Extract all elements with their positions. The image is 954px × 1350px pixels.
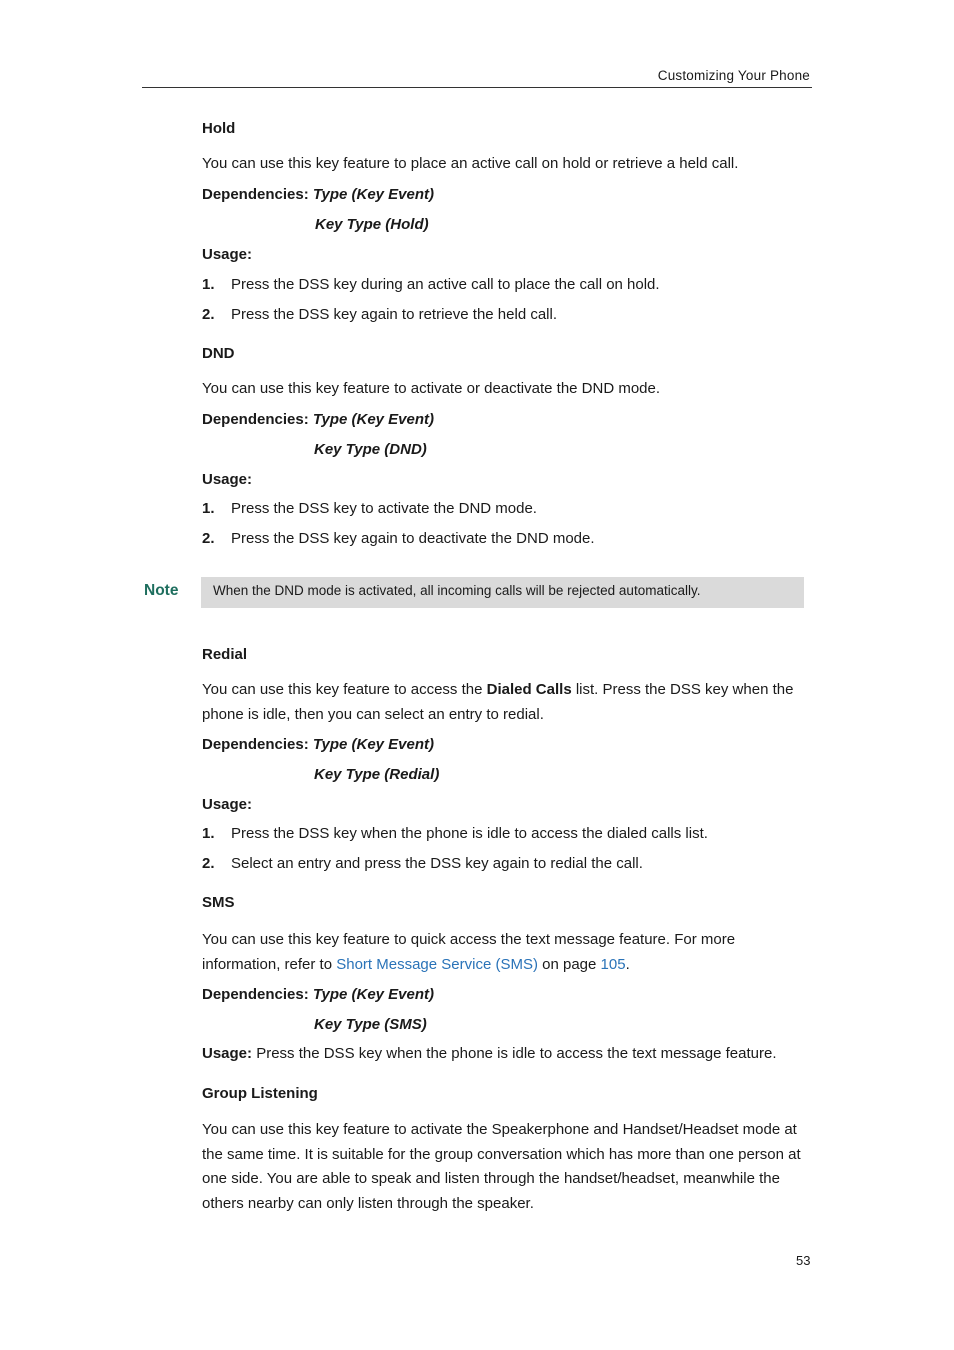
dependencies-label: Dependencies: (202, 736, 309, 753)
sms-usage (202, 1045, 776, 1062)
step-text: Press the DSS key when the phone is idle to access the dialed calls list. (231, 825, 708, 842)
sms-desc-mid: on page (537, 955, 601, 973)
hold-step-2 (202, 306, 557, 323)
redial-step-1 (202, 825, 708, 842)
step-text: Press the DSS key to activate the DND mode. (231, 500, 537, 517)
step-number: 1. (202, 825, 215, 842)
redial-desc-pre: You can use this key feature to access the (202, 681, 487, 698)
step-number: 1. (202, 500, 215, 517)
sms-key-type: Key Type (SMS) (314, 1016, 427, 1033)
redial-description (202, 678, 812, 727)
hold-dependencies (202, 186, 434, 203)
page-number: 53 (796, 1253, 811, 1268)
hold-key-type: Key Type (Hold) (315, 216, 429, 233)
dependency-type: Type (Key Event) (312, 986, 435, 1003)
redial-desc-post: list. Press the DSS key when the phone is idle, then you can select an entry to redial. (202, 681, 794, 723)
note-box (201, 577, 804, 608)
step-text: Press the DSS key during an active call to place the call on hold. (231, 276, 660, 293)
dependency-type: Type (Key Event) (312, 736, 435, 753)
note-text: When the DND mode is activated, all incoming calls will be rejected automatically. (213, 583, 701, 598)
dnd-key-type: Key Type (DND) (314, 441, 427, 458)
step-number: 1. (202, 276, 215, 293)
hold-heading: Hold (202, 120, 236, 137)
redial-key-type: Key Type (Redial) (314, 766, 440, 783)
dnd-description: You can use this key feature to activate or deactivate the DND mode. (202, 380, 661, 397)
running-title: Customizing Your Phone (657, 68, 810, 83)
dialed-calls-term: Dialed Calls (486, 681, 572, 698)
note-label: Note (144, 582, 179, 599)
page-reference-link[interactable]: 105 (600, 955, 626, 973)
dependencies-label: Dependencies: (202, 986, 309, 1003)
hold-usage-label: Usage: (202, 246, 253, 263)
sms-description (202, 928, 812, 977)
hold-description: You can use this key feature to place an active call on hold or retrieve a held call. (202, 155, 739, 172)
sms-desc-pre: You can use this key feature to quick access the text message feature. For more information, refer to (202, 931, 736, 973)
dnd-heading: DND (202, 345, 235, 362)
dnd-dependencies (202, 411, 434, 428)
dependencies-label: Dependencies: (202, 411, 309, 428)
redial-step-2 (202, 855, 643, 872)
step-number: 2. (202, 855, 215, 872)
step-number: 2. (202, 306, 215, 323)
redial-dependencies (202, 736, 434, 753)
sms-usage-text: Press the DSS key when the phone is idle to access the text message feature. (252, 1045, 777, 1062)
step-text: Press the DSS key again to deactivate the DND mode. (231, 530, 595, 547)
dnd-usage-label: Usage: (202, 471, 253, 488)
step-text: Select an entry and press the DSS key again to redial the call. (231, 855, 643, 872)
sms-section-link[interactable]: Short Message Service (SMS) (336, 955, 538, 973)
group-listening-description: You can use this key feature to activate the Speakerphone and Handset/Headset mode at the same time. It is suitable for the group conversation which has more than one person at one side. You are able to speak and listen through the handset/headset, meanwhile the others nearby can only listen through the speaker. (202, 1121, 801, 1212)
dnd-step-2 (202, 530, 595, 547)
step-text: Press the DSS key again to retrieve the held call. (231, 306, 558, 323)
step-number: 2. (202, 530, 215, 547)
dependency-type: Type (Key Event) (312, 186, 435, 203)
page-header (142, 66, 812, 88)
redial-heading: Redial (202, 646, 248, 663)
group-listening-heading: Group Listening (202, 1085, 318, 1102)
sms-desc-post: . (625, 955, 630, 973)
sms-usage-label: Usage: (202, 1045, 253, 1062)
dependencies-label: Dependencies: (202, 186, 309, 203)
dependency-type: Type (Key Event) (312, 411, 435, 428)
redial-usage-label: Usage: (202, 796, 253, 813)
sms-heading: SMS (202, 894, 235, 911)
sms-dependencies (202, 986, 434, 1003)
hold-step-1 (202, 276, 660, 293)
dnd-step-1 (202, 500, 537, 517)
